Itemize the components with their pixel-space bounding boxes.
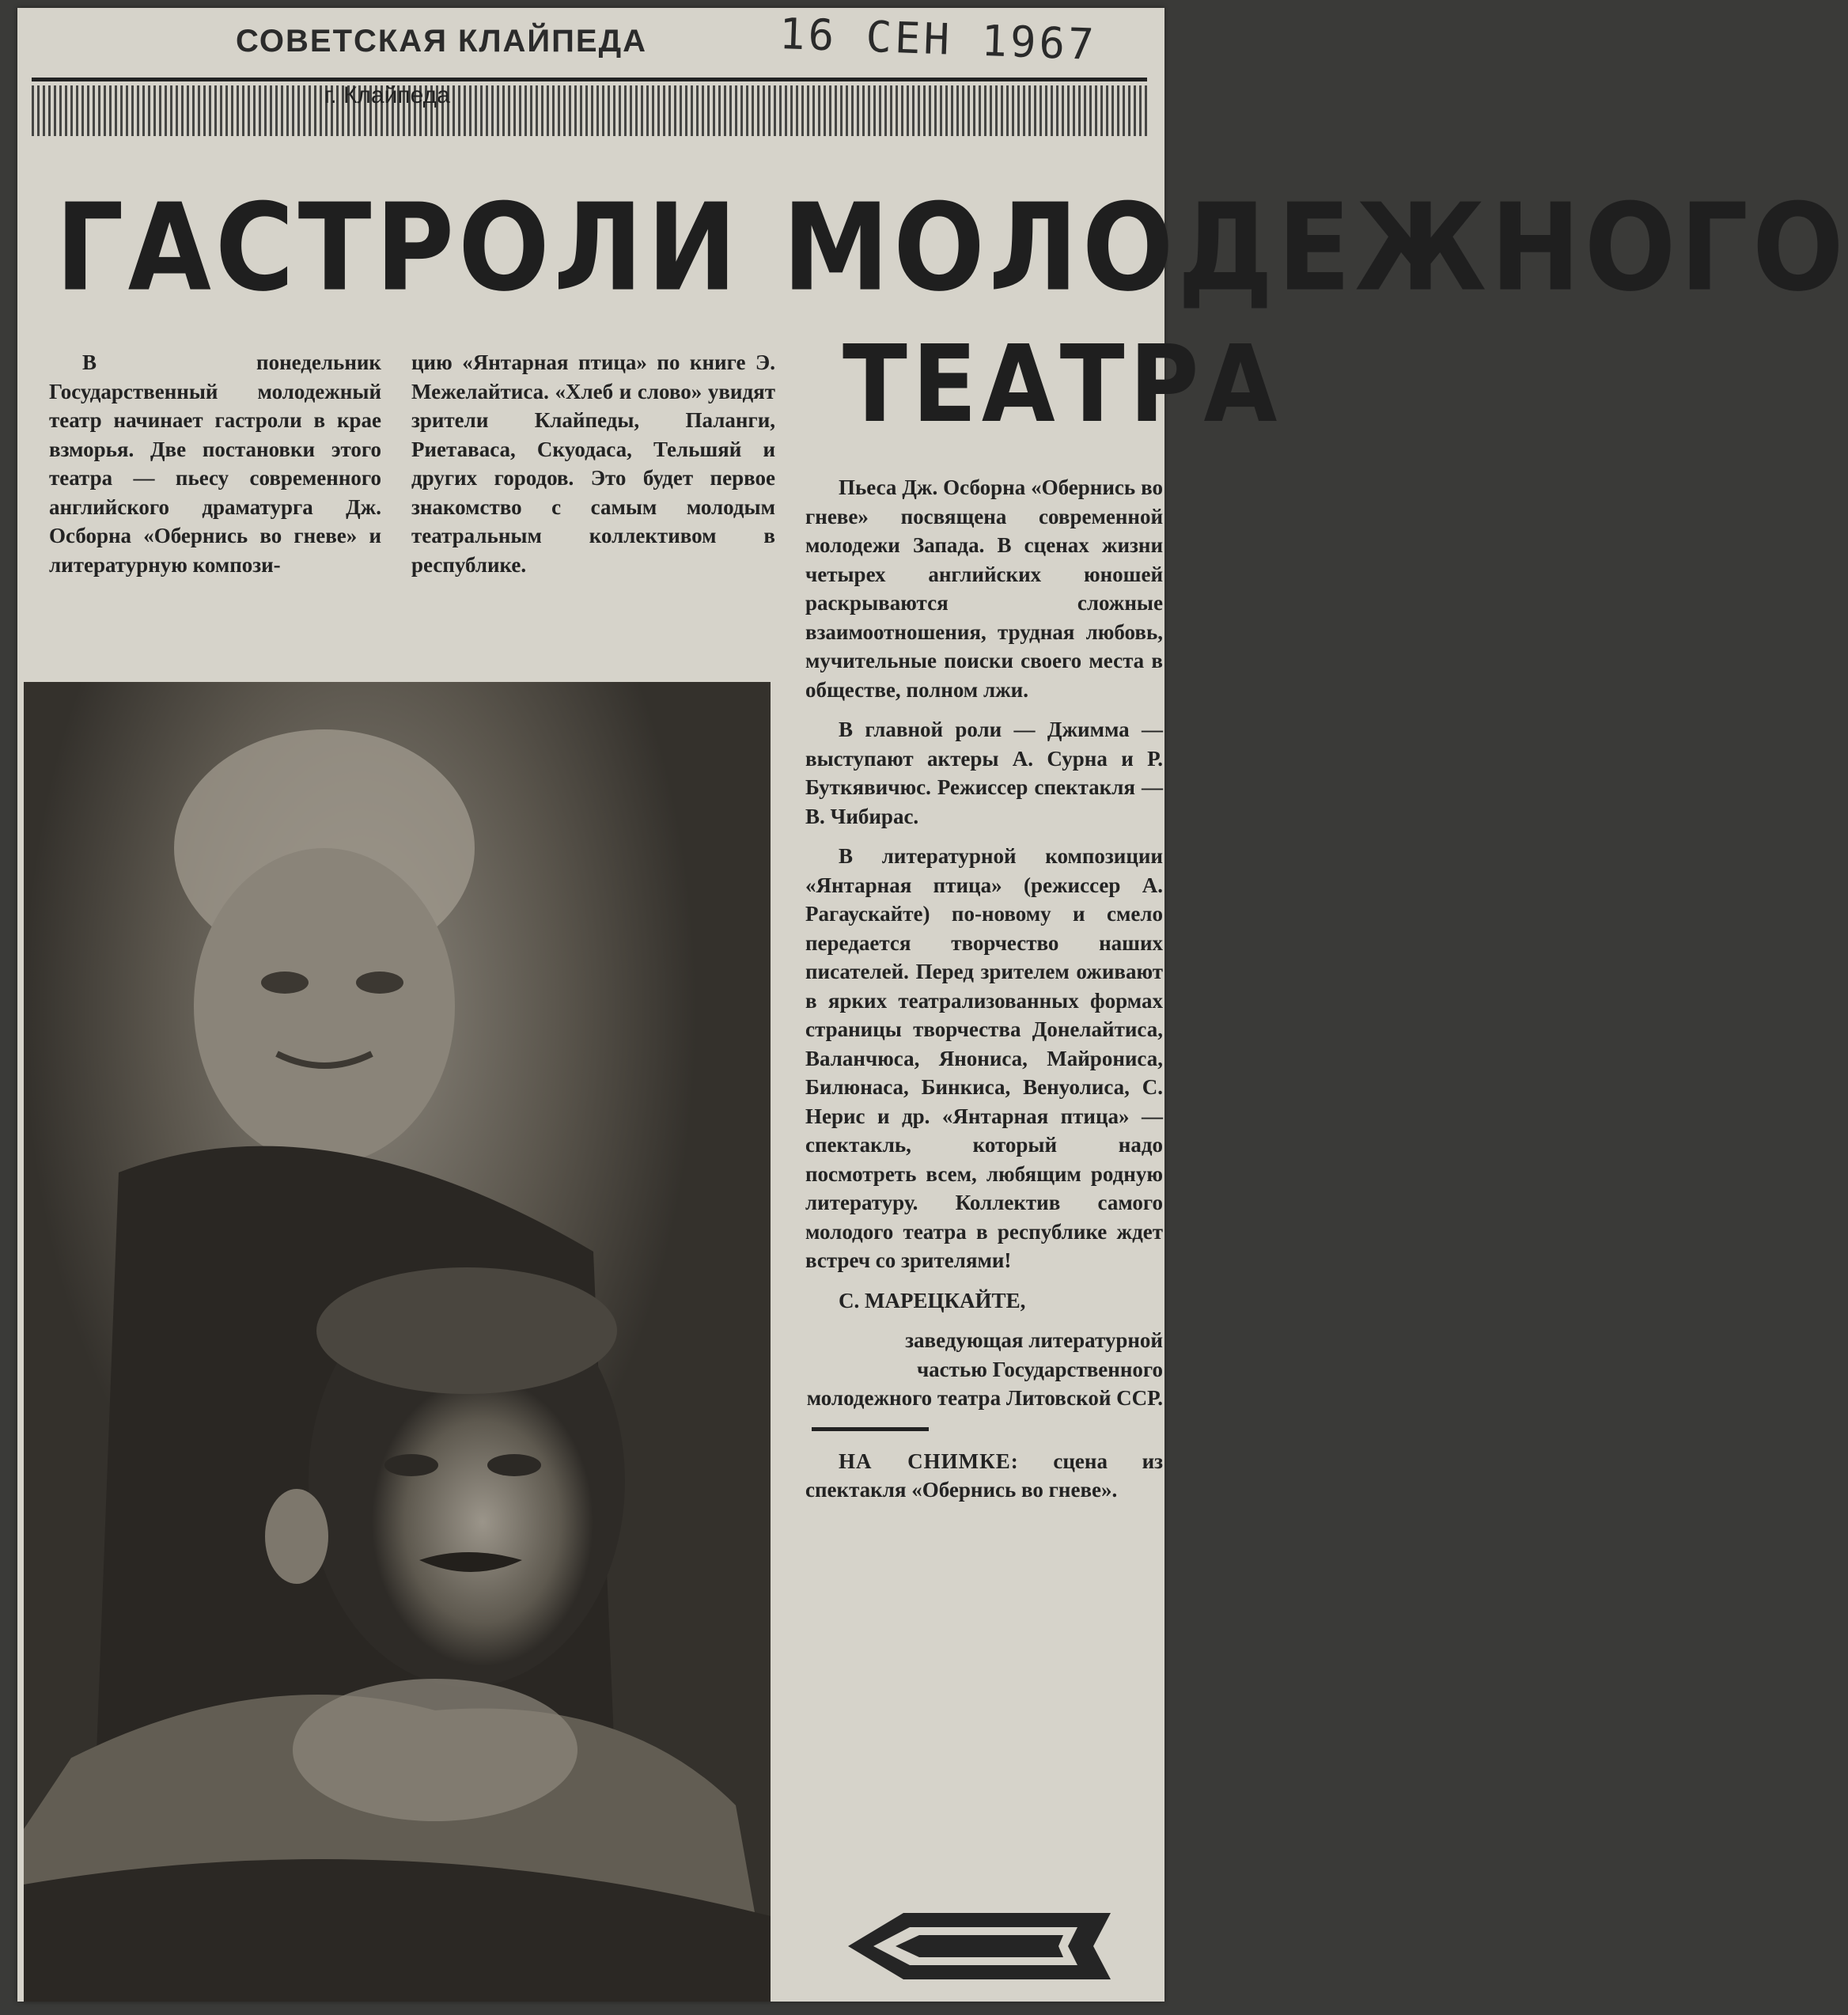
date-stamp: 16 СЕН 1967 [778, 9, 1098, 70]
caption-divider [812, 1427, 929, 1431]
author-name: С. МАРЕЦКАЙТЕ, [839, 1288, 1026, 1312]
article-paragraph: В главной роли — Джимма — выступают актеры А. Сурна и Р. Буткявичюс. Режиссер спектакля — В. Чибирас. [805, 718, 1163, 828]
decorative-band [32, 85, 1147, 136]
article-column-left [49, 348, 381, 579]
article-column-middle [411, 348, 775, 579]
headline-line-2: ТЕАТРА [843, 323, 1282, 447]
scene-photo [24, 682, 771, 2002]
scene-photo-illustration [24, 682, 771, 2002]
author-title: заведующая литературной частью Государственного молодежного театра Литовской ССР. [806, 1328, 1163, 1410]
masthead-rule [32, 78, 1147, 81]
photo-caption [805, 1447, 1163, 1505]
article-paragraph: В понедельник Государственный молодежный театр начинает гастроли в крае взморья. Две постановки этого театра — пьесу современного английского драматурга Дж. Осборна «Обернись во гневе» и литературную компози- [49, 350, 381, 577]
article-paragraph: В литературной композиции «Янтарная птица» (режиссер А. Рагаускайте) по-новому и смело передается творчество наших писателей. Перед зрителем оживают в ярких театрализованных формах страницы творчества Донелайтиса, Валанчюса, Янониса, Майрониса, Билюнаса, Бинкиса, Венуолиса, С. Нерис и др. «Янтарная птица» — спектакль, который надо посмотреть всем, любящим родную литературу. Коллектив самого молодого театра в республике ждет встреч со зрителями! [805, 844, 1163, 1272]
article-column-right [805, 473, 1163, 1505]
dateline: г. Клайпеда [324, 82, 450, 108]
headline-line-1: ГАСТРОЛИ МОЛОДЕЖНОГО [55, 178, 1848, 319]
article-paragraph: цию «Янтарная птица» по книге Э. Межелайтиса. «Хлеб и слово» увидят зрители Клайпеды, Паланги, Риетаваса, Скуодаса, Тельшяй и других городов. Это будет первое знакомство с самым молодым театральным коллективом в республике. [411, 350, 775, 577]
newspaper-masthead: СОВЕТСКАЯ КЛАЙПЕДА [236, 24, 647, 59]
arrow-left-icon [840, 1907, 1119, 1986]
caption-lead: НА СНИМКЕ: [839, 1449, 1019, 1473]
caption-text: сцена из спектакля «Обернись во гневе». [805, 1449, 1163, 1502]
article-paragraph: Пьеса Дж. Осборна «Обернись во гневе» посвящена современной молодежи Запада. В сценах жизни четырех английских юношей раскрываются сложные взаимоотношения, трудная любовь, мучительные поиски своего места в обществе, полном лжи. [805, 475, 1163, 702]
